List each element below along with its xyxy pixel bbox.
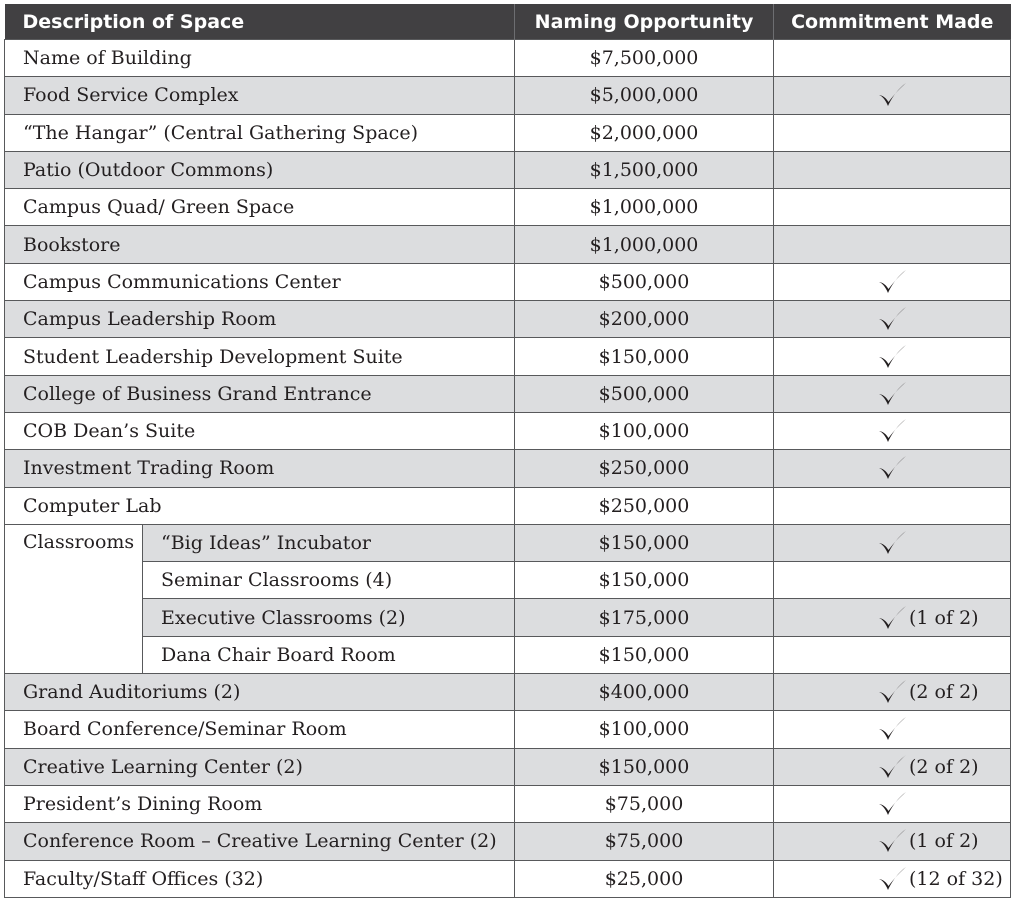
classroom-description: Executive Classrooms (2) — [143, 599, 515, 636]
naming-amount: $250,000 — [515, 487, 774, 524]
table-row — [5, 748, 1011, 785]
checkmark-icon — [877, 454, 907, 482]
space-description: Campus Leadership Room — [5, 301, 515, 338]
space-description: “The Hangar” (Central Gathering Space) — [5, 114, 515, 151]
commitment-cell — [774, 375, 1011, 412]
table-row — [5, 785, 1011, 822]
space-description: Creative Learning Center (2) — [5, 748, 515, 785]
table-row — [5, 151, 1011, 188]
naming-amount: $150,000 — [515, 636, 774, 673]
commitment-cell — [774, 412, 1011, 449]
naming-amount: $500,000 — [515, 375, 774, 412]
checkmark-icon — [877, 715, 907, 743]
naming-amount: $1,000,000 — [515, 226, 774, 263]
naming-amount: $25,000 — [515, 860, 774, 897]
naming-amount: $75,000 — [515, 823, 774, 860]
space-description: Food Service Complex — [5, 77, 515, 114]
classrooms-group-label: Classrooms — [5, 524, 143, 673]
space-description: Name of Building — [5, 40, 515, 77]
table-row — [5, 263, 1011, 300]
commitment-note: (2 of 2) — [909, 755, 979, 778]
commitment-cell — [774, 785, 1011, 822]
naming-amount: $1,500,000 — [515, 151, 774, 188]
checkmark-icon — [877, 268, 907, 296]
naming-amount: $75,000 — [515, 785, 774, 822]
commitment-cell — [774, 189, 1011, 226]
naming-amount: $5,000,000 — [515, 77, 774, 114]
commitment-cell — [774, 263, 1011, 300]
table-row — [5, 599, 1011, 636]
table-row — [5, 562, 1011, 599]
table-row — [5, 77, 1011, 114]
space-description: Conference Room – Creative Learning Center (2) — [5, 823, 515, 860]
commitment-cell — [774, 77, 1011, 114]
naming-amount: $150,000 — [515, 338, 774, 375]
table-row — [5, 823, 1011, 860]
checkmark-icon — [877, 827, 907, 855]
naming-amount: $250,000 — [515, 450, 774, 487]
table-row — [5, 375, 1011, 412]
naming-amount: $500,000 — [515, 263, 774, 300]
checkmark-icon — [877, 343, 907, 371]
naming-amount: $400,000 — [515, 674, 774, 711]
checkmark-icon — [877, 81, 907, 109]
table-row — [5, 450, 1011, 487]
header-naming-opportunity: Naming Opportunity — [515, 4, 774, 40]
table-row — [5, 860, 1011, 897]
commitment-note: (2 of 2) — [909, 681, 979, 704]
naming-amount: $7,500,000 — [515, 40, 774, 77]
space-description: President’s Dining Room — [5, 785, 515, 822]
commitment-cell — [774, 524, 1011, 561]
checkmark-icon — [877, 678, 907, 706]
table-row — [5, 114, 1011, 151]
checkmark-icon — [877, 604, 907, 632]
naming-amount: $2,000,000 — [515, 114, 774, 151]
table-row — [5, 636, 1011, 673]
naming-amount: $100,000 — [515, 412, 774, 449]
checkmark-icon — [877, 305, 907, 333]
commitment-cell — [774, 40, 1011, 77]
commitment-cell — [774, 301, 1011, 338]
naming-amount: $150,000 — [515, 562, 774, 599]
space-description: Board Conference/Seminar Room — [5, 711, 515, 748]
commitment-cell — [774, 748, 1011, 785]
space-description: Investment Trading Room — [5, 450, 515, 487]
commitment-cell — [774, 226, 1011, 263]
checkmark-icon — [877, 417, 907, 445]
commitment-note: (1 of 2) — [909, 830, 979, 853]
table-row — [5, 40, 1011, 77]
naming-amount: $1,000,000 — [515, 189, 774, 226]
commitment-cell — [774, 599, 1011, 636]
space-description: Grand Auditoriums (2) — [5, 674, 515, 711]
checkmark-icon — [877, 380, 907, 408]
commitment-cell — [774, 562, 1011, 599]
table-row — [5, 711, 1011, 748]
table-row — [5, 524, 1011, 561]
commitment-cell — [774, 151, 1011, 188]
table-row — [5, 412, 1011, 449]
space-description: Patio (Outdoor Commons) — [5, 151, 515, 188]
commitment-note: (12 of 32) — [909, 867, 1003, 890]
commitment-cell — [774, 636, 1011, 673]
classroom-description: “Big Ideas” Incubator — [143, 524, 515, 561]
space-description: Campus Communications Center — [5, 263, 515, 300]
space-description: College of Business Grand Entrance — [5, 375, 515, 412]
classroom-description: Seminar Classrooms (4) — [143, 562, 515, 599]
classroom-description: Dana Chair Board Room — [143, 636, 515, 673]
table-header-row — [5, 4, 1011, 40]
checkmark-icon — [877, 529, 907, 557]
table-row — [5, 301, 1011, 338]
checkmark-icon — [877, 790, 907, 818]
table-body — [5, 40, 1011, 898]
commitment-cell — [774, 823, 1011, 860]
commitment-cell — [774, 711, 1011, 748]
space-description: Campus Quad/ Green Space — [5, 189, 515, 226]
table-row — [5, 674, 1011, 711]
commitment-cell — [774, 114, 1011, 151]
header-description: Description of Space — [5, 4, 515, 40]
table-row — [5, 189, 1011, 226]
naming-amount: $100,000 — [515, 711, 774, 748]
naming-opportunities-table — [4, 4, 1011, 898]
naming-amount: $200,000 — [515, 301, 774, 338]
commitment-cell — [774, 674, 1011, 711]
table-row — [5, 226, 1011, 263]
naming-amount: $175,000 — [515, 599, 774, 636]
commitment-cell — [774, 338, 1011, 375]
commitment-cell — [774, 860, 1011, 897]
space-description: Student Leadership Development Suite — [5, 338, 515, 375]
commitment-note: (1 of 2) — [909, 606, 979, 629]
naming-amount: $150,000 — [515, 524, 774, 561]
space-description: COB Dean’s Suite — [5, 412, 515, 449]
checkmark-icon — [877, 753, 907, 781]
naming-amount: $150,000 — [515, 748, 774, 785]
table-row — [5, 338, 1011, 375]
space-description: Computer Lab — [5, 487, 515, 524]
table-row — [5, 487, 1011, 524]
naming-opportunities-table-container — [4, 4, 1010, 898]
commitment-cell — [774, 487, 1011, 524]
header-commitment-made: Commitment Made — [774, 4, 1011, 40]
commitment-cell — [774, 450, 1011, 487]
space-description: Bookstore — [5, 226, 515, 263]
checkmark-icon — [877, 865, 907, 893]
space-description: Faculty/Staff Offices (32) — [5, 860, 515, 897]
